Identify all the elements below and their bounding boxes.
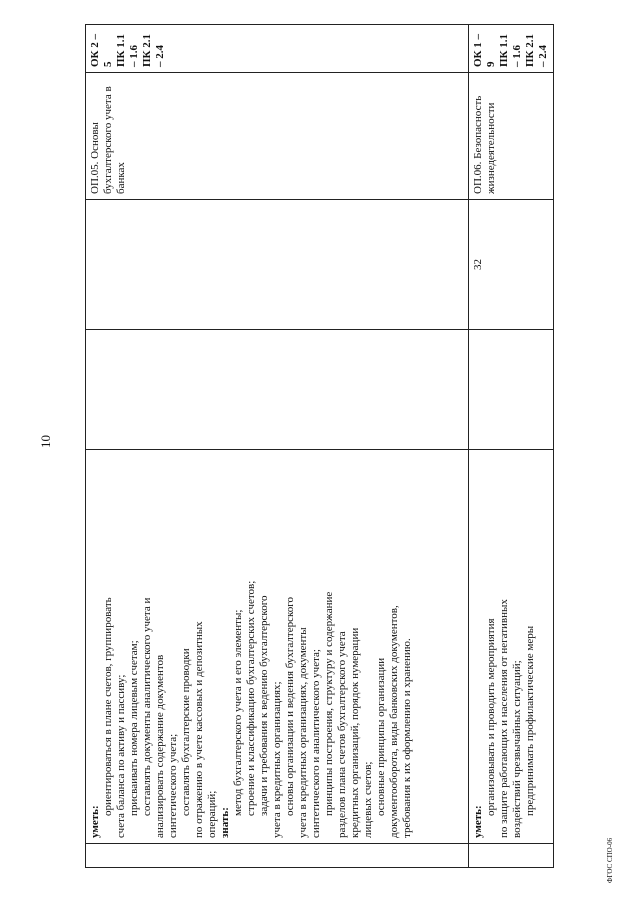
competence-line: основные принципы организации xyxy=(375,657,387,816)
competence-line: анализировать содержание документов xyxy=(154,654,166,838)
competence-line: операций; xyxy=(206,790,218,838)
code-line: ОК 1 – 9 xyxy=(472,33,497,67)
competence-line: метод бухгалтерского учета и его элементы; xyxy=(232,609,244,816)
footer-label: ФГОС СПО-06 xyxy=(606,837,614,883)
code-line: ОК 2 – 5 xyxy=(89,33,114,67)
competence-line: лицевых счетов; xyxy=(362,761,374,838)
competence-line: составлять документы аналитического учета и xyxy=(141,597,153,816)
codes-cell xyxy=(86,25,469,73)
competence-text xyxy=(89,455,414,838)
table-row xyxy=(469,25,554,868)
competence-line: счета баланса по активу и пассиву; xyxy=(115,674,127,838)
discipline-cell: ОП.05. Основы бухгалтерского учета в банках xyxy=(86,73,469,200)
competence-line: принципы построения, структуру и содержание xyxy=(323,591,335,816)
code-line: ПК 1.1 – 1.6 xyxy=(498,33,523,67)
competence-line: составлять бухгалтерские проводки xyxy=(180,648,192,816)
competence-cell xyxy=(469,450,554,844)
code-line: ПК 1.1 – 1.6 xyxy=(115,33,140,67)
code-line: ПК 2.1 – 2.4 xyxy=(141,33,166,67)
max-load-cell xyxy=(86,330,469,450)
curriculum-table-rotated xyxy=(85,25,550,868)
index-cell xyxy=(469,844,554,868)
competence-line: по отражению в учете кассовых и депозитных xyxy=(193,621,205,838)
competence-line: присваивать номера лицевым счетам; xyxy=(128,640,140,816)
competence-line: кредитных организаций, порядок нумерации xyxy=(349,627,361,838)
competence-line: строение и классификацию бухгалтерских счетов; xyxy=(245,580,257,816)
code-line: ПК 2.1 – 2.4 xyxy=(524,33,549,67)
competence-line: учета в кредитных организациях; xyxy=(271,681,283,838)
hours-cell: 32 xyxy=(469,200,554,330)
competence-line: учета в кредитных организациях, документы xyxy=(297,627,309,838)
competence-line: ориентироваться в плане счетов, группировать xyxy=(102,597,114,816)
competence-line: основы организации и ведения бухгалтерского xyxy=(284,596,296,816)
competence-line: документооборота, виды банковских документов, xyxy=(388,605,400,838)
page-number: 10 xyxy=(38,435,53,448)
competence-line: синтетического и аналитического учета; xyxy=(310,649,322,838)
section-heading: уметь: xyxy=(89,805,101,838)
section-heading: уметь: xyxy=(472,805,484,838)
index-cell xyxy=(86,844,469,868)
hours-cell xyxy=(86,200,469,330)
competence-line: синтетического учета; xyxy=(167,733,179,838)
competence-cell xyxy=(86,450,469,844)
codes-cell xyxy=(469,25,554,73)
competence-line: требования к их оформлению и хранению. xyxy=(401,638,413,838)
competence-line: задачи и требования к ведению бухгалтерского xyxy=(258,595,270,816)
competence-line: разделов плана счетов бухгалтерского учета xyxy=(336,631,348,838)
section-heading: знать: xyxy=(219,807,231,838)
discipline-cell: ОП.06. Безопасность жизнедеятельности xyxy=(469,73,554,200)
max-load-cell xyxy=(469,330,554,450)
curriculum-table xyxy=(85,24,554,868)
competence-text xyxy=(472,455,537,838)
competence-line: по защите работающих и населения от негативных xyxy=(498,599,510,838)
competence-line: организовывать и проводить мероприятия xyxy=(485,618,497,816)
competence-line: воздействий чрезвычайных ситуаций; xyxy=(511,660,523,838)
competence-line: предпринимать профилактические меры xyxy=(524,625,536,816)
table-row xyxy=(86,25,469,868)
